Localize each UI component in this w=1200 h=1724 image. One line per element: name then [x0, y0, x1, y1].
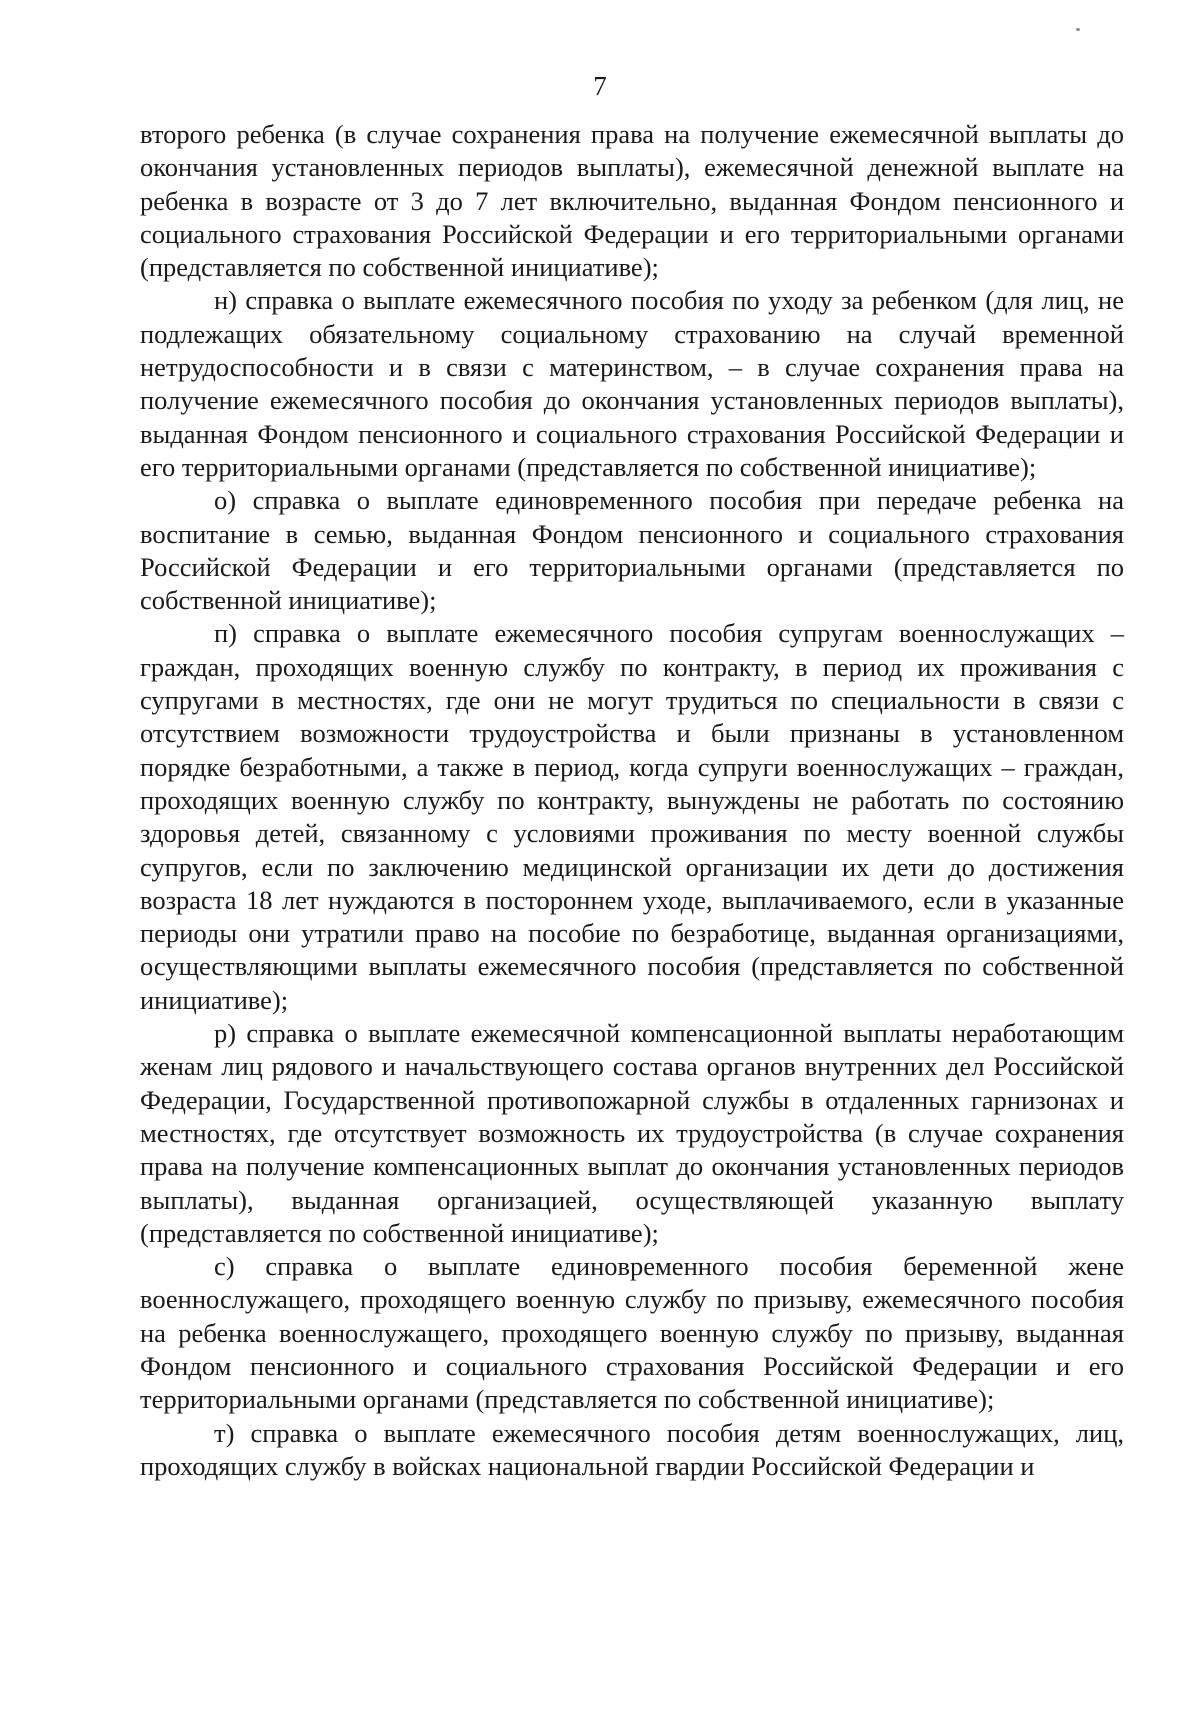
page-number: 7: [593, 71, 607, 101]
paragraph-item-s: с) справка о выплате единовременного пособия беременной жене военнослужащего, проходящего военную службу по призыву, ежемесячного пособия на ребенка военнослужащего, проходящего военную службу по призыву, выданная Фондом пенсионного и социального страхования Российской Федерации и его территориальными органами (представляется по собственной инициативе);: [140, 1251, 1124, 1415]
paragraph-item-p: п) справка о выплате ежемесячного пособия супругам военнослужащих – граждан, проходящих военную службу по контракту, в период их проживания с супругами в местностях, где они не могут трудиться по специальности в связи с отсутствием возможности трудоустройства и были признаны в установленном порядке безработными, а также в период, когда супруги военнослужащих – граждан, проходящих военную службу по контракту, вынуждены не работать по состоянию здоровья детей, связанному с условиями проживания по месту военной службы супругов, если по заключению медицинской организации их дети до достижения возраста 18 лет нуждаются в постороннем уходе, выплачиваемого, если в указанные периоды они утратили право на пособие по безработице, выданная организациями, осуществляющими выплаты ежемесячного пособия (представляется по собственной инициативе);: [140, 618, 1124, 1015]
paragraph-item-t: т) справка о выплате ежемесячного пособия детям военнослужащих, лиц, проходящих службу в войсках национальной гвардии Российской Федерации и: [140, 1417, 1124, 1481]
paragraph-item-n: н) справка о выплате ежемесячного пособия по уходу за ребенком (для лиц, не подлежащих обязательному социальному страхованию на случай временной нетрудоспособности и в связи с материнством, – в случае сохранения права на получение ежемесячного пособия до окончания установленных периодов выплаты), выданная Фондом пенсионного и социального страхования Российской Федерации и его территориальными органами (представляется по собственной инициативе);: [140, 285, 1124, 482]
document-body: [140, 118, 1124, 1483]
paragraph-continuation: второго ребенка (в случае сохранения права на получение ежемесячной выплаты до окончания установленных периодов выплаты), ежемесячной денежной выплате на ребенка в возрасте от 3 до 7 лет включительно, выданная Фондом пенсионного и социального страхования Российской Федерации и его территориальными органами (представляется по собственной инициативе);: [140, 119, 1124, 283]
scan-speck: [1076, 28, 1080, 31]
paragraph-item-r: р) справка о выплате ежемесячной компенсационной выплаты неработающим женам лиц рядового и начальствующего состава органов внутренних дел Российской Федерации, Государственной противопожарной службы в отдаленных гарнизонах и местностях, где отсутствует возможность их трудоустройства (в случае сохранения права на получение компенсационных выплат до окончания установленных периодов выплаты), выданная организацией, осуществляющей указанную выплату (представляется по собственной инициативе);: [140, 1018, 1124, 1248]
paragraph-item-o: о) справка о выплате единовременного пособия при передаче ребенка на воспитание в семью, выданная Фондом пенсионного и социального страхования Российской Федерации и его территориальными органами (представляется по собственной инициативе);: [140, 485, 1124, 616]
